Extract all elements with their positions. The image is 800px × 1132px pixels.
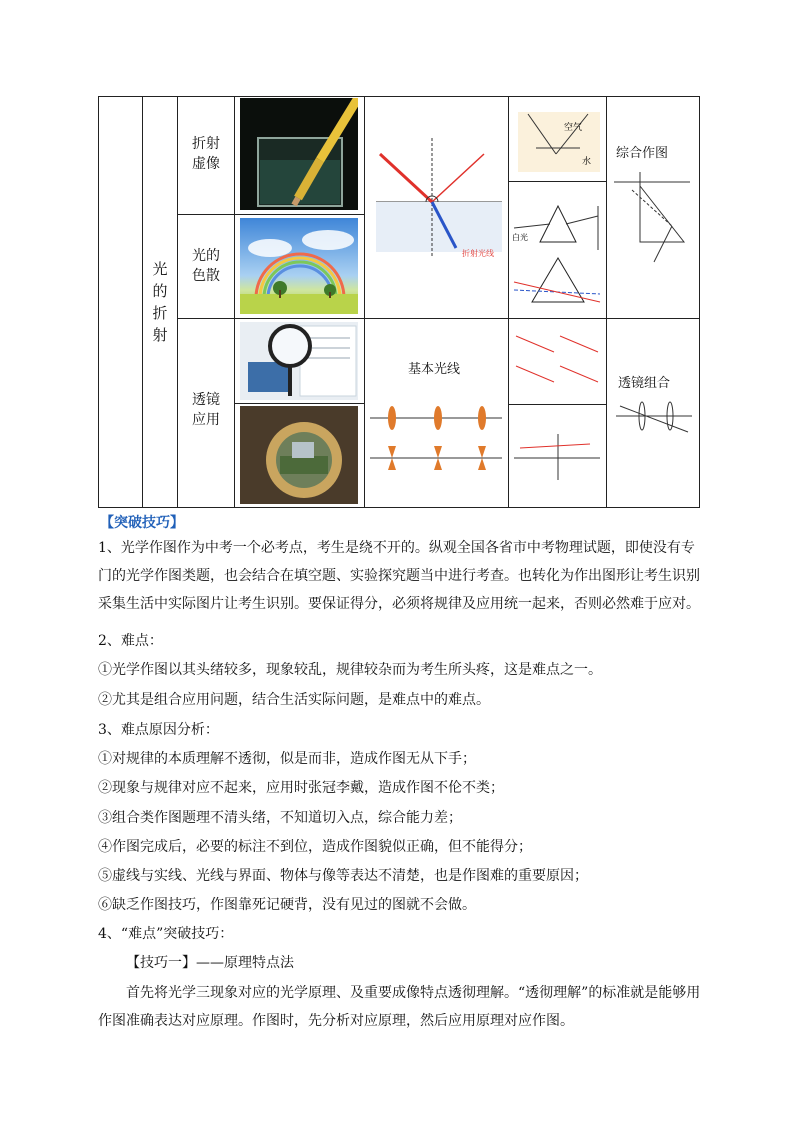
rainbow-photo [240, 218, 358, 314]
combined-drawing [610, 166, 696, 316]
paragraph-technique-1-title: 【技巧一】——原理特点法 [126, 955, 294, 971]
lens-closeup-illustration [240, 406, 358, 504]
group-label [150, 258, 170, 346]
magnifier-illustration [240, 322, 358, 400]
lens-combination-diagram-svg [612, 392, 696, 452]
refracted-ray-label: 折射光线 [462, 249, 494, 258]
combined-drawing-svg [610, 166, 696, 316]
basic-rays-diagram-svg [368, 382, 504, 502]
paragraph-cause-1: ①对规律的本质理解不透彻，似是而非，造成作图无从下手； [98, 751, 476, 767]
row-label-dispersion [192, 246, 232, 286]
paragraph-cause-4: ④作图完成后，必要的标注不到位，造成作图貌似正确，但不能得分； [98, 839, 532, 855]
pencil-in-water-illustration [240, 98, 358, 210]
row-label-line: 折射 [192, 136, 220, 152]
paragraph-cause-heading: 3、难点原因分析： [98, 722, 219, 738]
table-border-bottom [98, 507, 700, 508]
lens-ray-diagrams-svg [510, 322, 604, 402]
table-border-right [699, 96, 700, 508]
section-heading: 【突破技巧】 [100, 515, 184, 531]
basic-rays-diagram [368, 382, 504, 502]
table-row-line [508, 404, 606, 405]
paragraph-cause-5: ⑤虚线与实线、光线与界面、物体与像等表达不清楚，也是作图难的重要原因； [98, 868, 588, 884]
lens-eye-diagram-svg [510, 408, 604, 502]
table-col-line [142, 96, 143, 508]
table-row-line [364, 318, 700, 319]
paragraph-technique-heading: 4、“难点”突破技巧： [98, 926, 234, 942]
paragraph-difficulty-2: ②尤其是组合应用问题，结合生活实际问题，是难点中的难点。 [98, 692, 490, 708]
row-label-line: 虚像 [192, 156, 220, 172]
optics-table [98, 96, 700, 508]
water-label: 水 [582, 157, 592, 167]
table-col-line [234, 96, 235, 508]
table-row-line [177, 318, 364, 319]
air-water-diagram-svg [510, 100, 604, 178]
magnifier-photo [240, 322, 358, 400]
table-col-line [364, 96, 365, 508]
paragraph-cause-6: ⑥缺乏作图技巧，作图靠死记硬背，没有见过的图就不会做。 [98, 897, 476, 913]
combined-drawing-caption: 综合作图 [616, 146, 669, 161]
row-label-lens-application [192, 390, 232, 430]
table-col-line [508, 96, 509, 508]
rainbow-illustration [240, 218, 358, 314]
paragraph-cause-3: ③组合类作图题理不清头绪，不知道切入点，综合能力差； [98, 810, 462, 826]
paragraph-technique-1-body: 首先将光学三现象对应的光学原理、及重要成像特点透彻理解。“透彻理解”的标准就是能够用作图准确表达对应原理。作图时，先分析对应原理，然后应用原理对应作图。 [98, 985, 701, 1029]
air-water-diagram [510, 100, 604, 178]
row-label-line: 光的 [192, 248, 220, 264]
table-col-line [606, 96, 607, 508]
lens-ray-diagrams [510, 322, 604, 402]
table-row-line [234, 403, 364, 404]
row-label-line: 透镜 [192, 392, 220, 408]
prism-diagrams [510, 184, 604, 314]
refraction-diagram-svg [366, 98, 506, 316]
paragraph-intro: 1、光学作图作为中考一个必考点，考生是绕不开的。纵观全国各省市中考物理试题，即使没有专门的光学作图类题，也会结合在填空题、实验探究题当中进行考查。也转化为作出图形让考生识别采集生活中实际图片让考生识别。要保证得分，必须将规律及应用统一起来，否则必然难于应对。 [98, 540, 700, 612]
paragraph-difficulty-heading: 2、难点： [98, 633, 163, 649]
white-light-label: 白光 [512, 233, 528, 242]
table-row-line [177, 214, 364, 215]
lens-eye-diagram [510, 408, 604, 502]
group-label-text: 光的折射 [152, 260, 168, 344]
table-border-left [98, 96, 99, 508]
paragraph-cause-2: ②现象与规律对应不起来，应用时张冠李戴，造成作图不伦不类； [98, 780, 504, 796]
lens-photo [240, 406, 358, 504]
table-border-top [98, 96, 700, 97]
air-label: 空气 [564, 123, 583, 133]
row-label-line: 应用 [192, 412, 220, 428]
pencil-in-water-photo [240, 98, 358, 210]
row-label-virtual-image [192, 134, 232, 174]
table-col-line [177, 96, 178, 508]
paragraph-difficulty-1: ①光学作图以其头绪较多，现象较乱，规律较杂而为考生所头疼，这是难点之一。 [98, 662, 602, 678]
basic-rays-caption: 基本光线 [408, 362, 461, 377]
refraction-diagram [366, 98, 506, 316]
lens-combination-diagram [612, 392, 696, 452]
table-row-line [508, 181, 606, 182]
row-label-line: 色散 [192, 268, 220, 284]
prism-diagrams-svg [510, 184, 604, 314]
lens-combination-caption: 透镜组合 [618, 376, 671, 391]
